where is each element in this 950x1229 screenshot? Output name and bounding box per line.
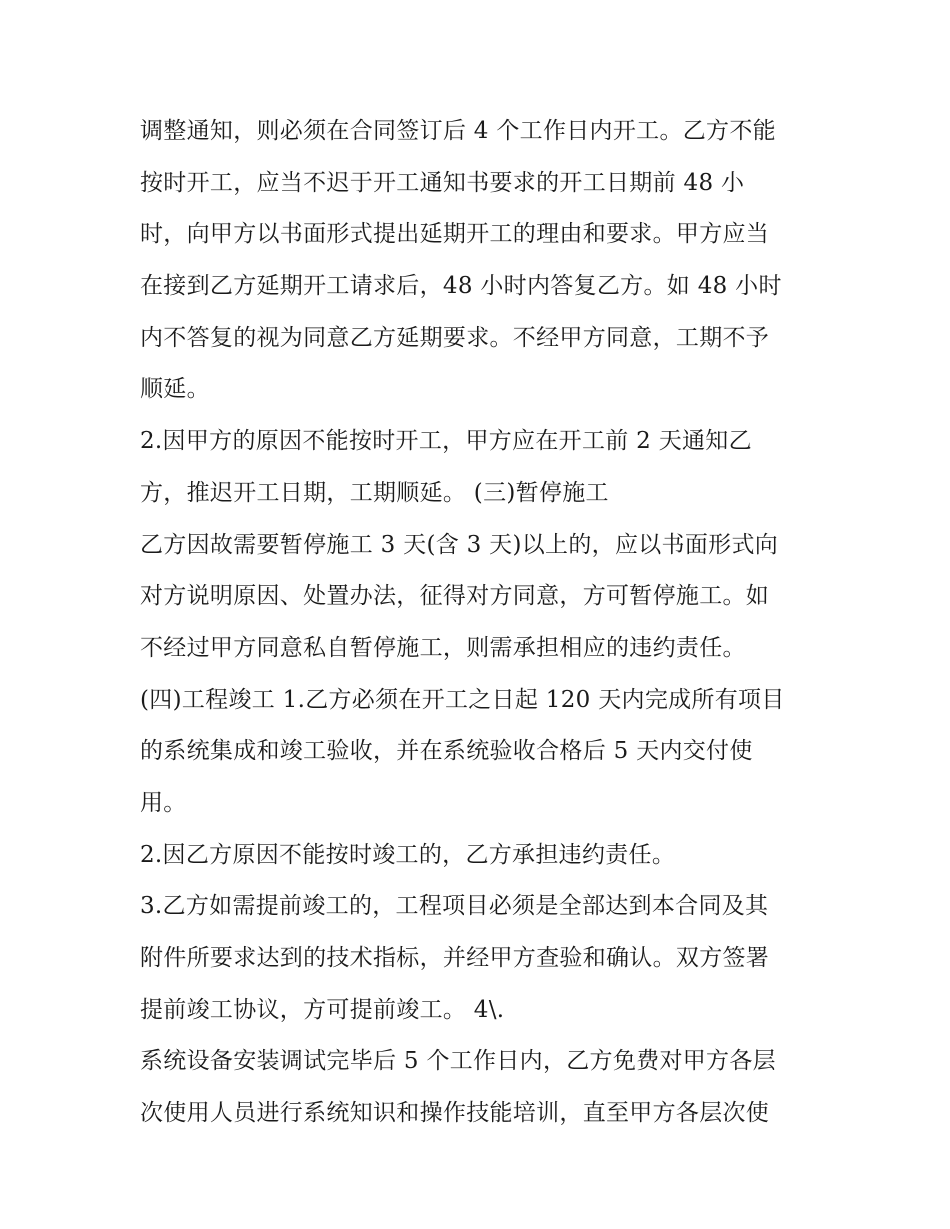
document-body: [140, 106, 830, 1140]
text-line: 不经过甲方同意私自暂停施工，则需承担相应的违约责任。: [140, 634, 746, 661]
text-line: 乙方因故需要暂停施工 3 天(含 3 天)以上的，应以书面形式向: [140, 531, 779, 558]
text-line: 内不答复的视为同意乙方延期要求。不经甲方同意，工期不予: [140, 324, 770, 351]
text-line: 用。: [140, 789, 187, 816]
text-line: 的系统集成和竣工验收，并在系统验收合格后 5 天内交付使: [140, 738, 753, 765]
text-line: 2.因乙方原因不能按时竣工的，乙方承担违约责任。: [140, 841, 676, 868]
text-line: 系统设备安装调试完毕后 5 个工作日内，乙方免费对甲方各层: [140, 1048, 776, 1075]
text-line: 调整通知，则必须在合同签订后 4 个工作日内开工。乙方不能: [140, 118, 776, 144]
text-line: 3.乙方如需提前竣工的，工程项目必须是全部达到本合同及其: [140, 893, 769, 920]
text-line: (四)工程竣工 1.乙方必须在开工之日起 120 天内完成所有项目: [140, 686, 785, 713]
text-line: 提前竣工协议，方可提前竣工。 4\.: [140, 996, 505, 1023]
text-line: 时，向甲方以书面形式提出延期开工的理由和要求。甲方应当: [140, 221, 770, 248]
text-line: 次使用人员进行系统知识和操作技能培训，直至甲方各层次使: [140, 1100, 770, 1127]
text-line: 方，推迟开工日期，工期顺延。 (三)暂停施工: [140, 479, 609, 506]
text-line: 按时开工，应当不迟于开工通知书要求的开工日期前 48 小: [140, 169, 745, 196]
text-line: 顺延。: [140, 376, 210, 403]
text-line: 在接到乙方延期开工请求后，48 小时内答复乙方。如 48 小时: [140, 273, 782, 300]
text-line: 对方说明原因、处置办法，征得对方同意，方可暂停施工。如: [140, 583, 770, 610]
text-line: 附件所要求达到的技术指标，并经甲方查验和确认。双方签署: [140, 945, 770, 971]
text-line: 2.因甲方的原因不能按时开工，甲方应在开工前 2 天通知乙: [140, 428, 752, 455]
